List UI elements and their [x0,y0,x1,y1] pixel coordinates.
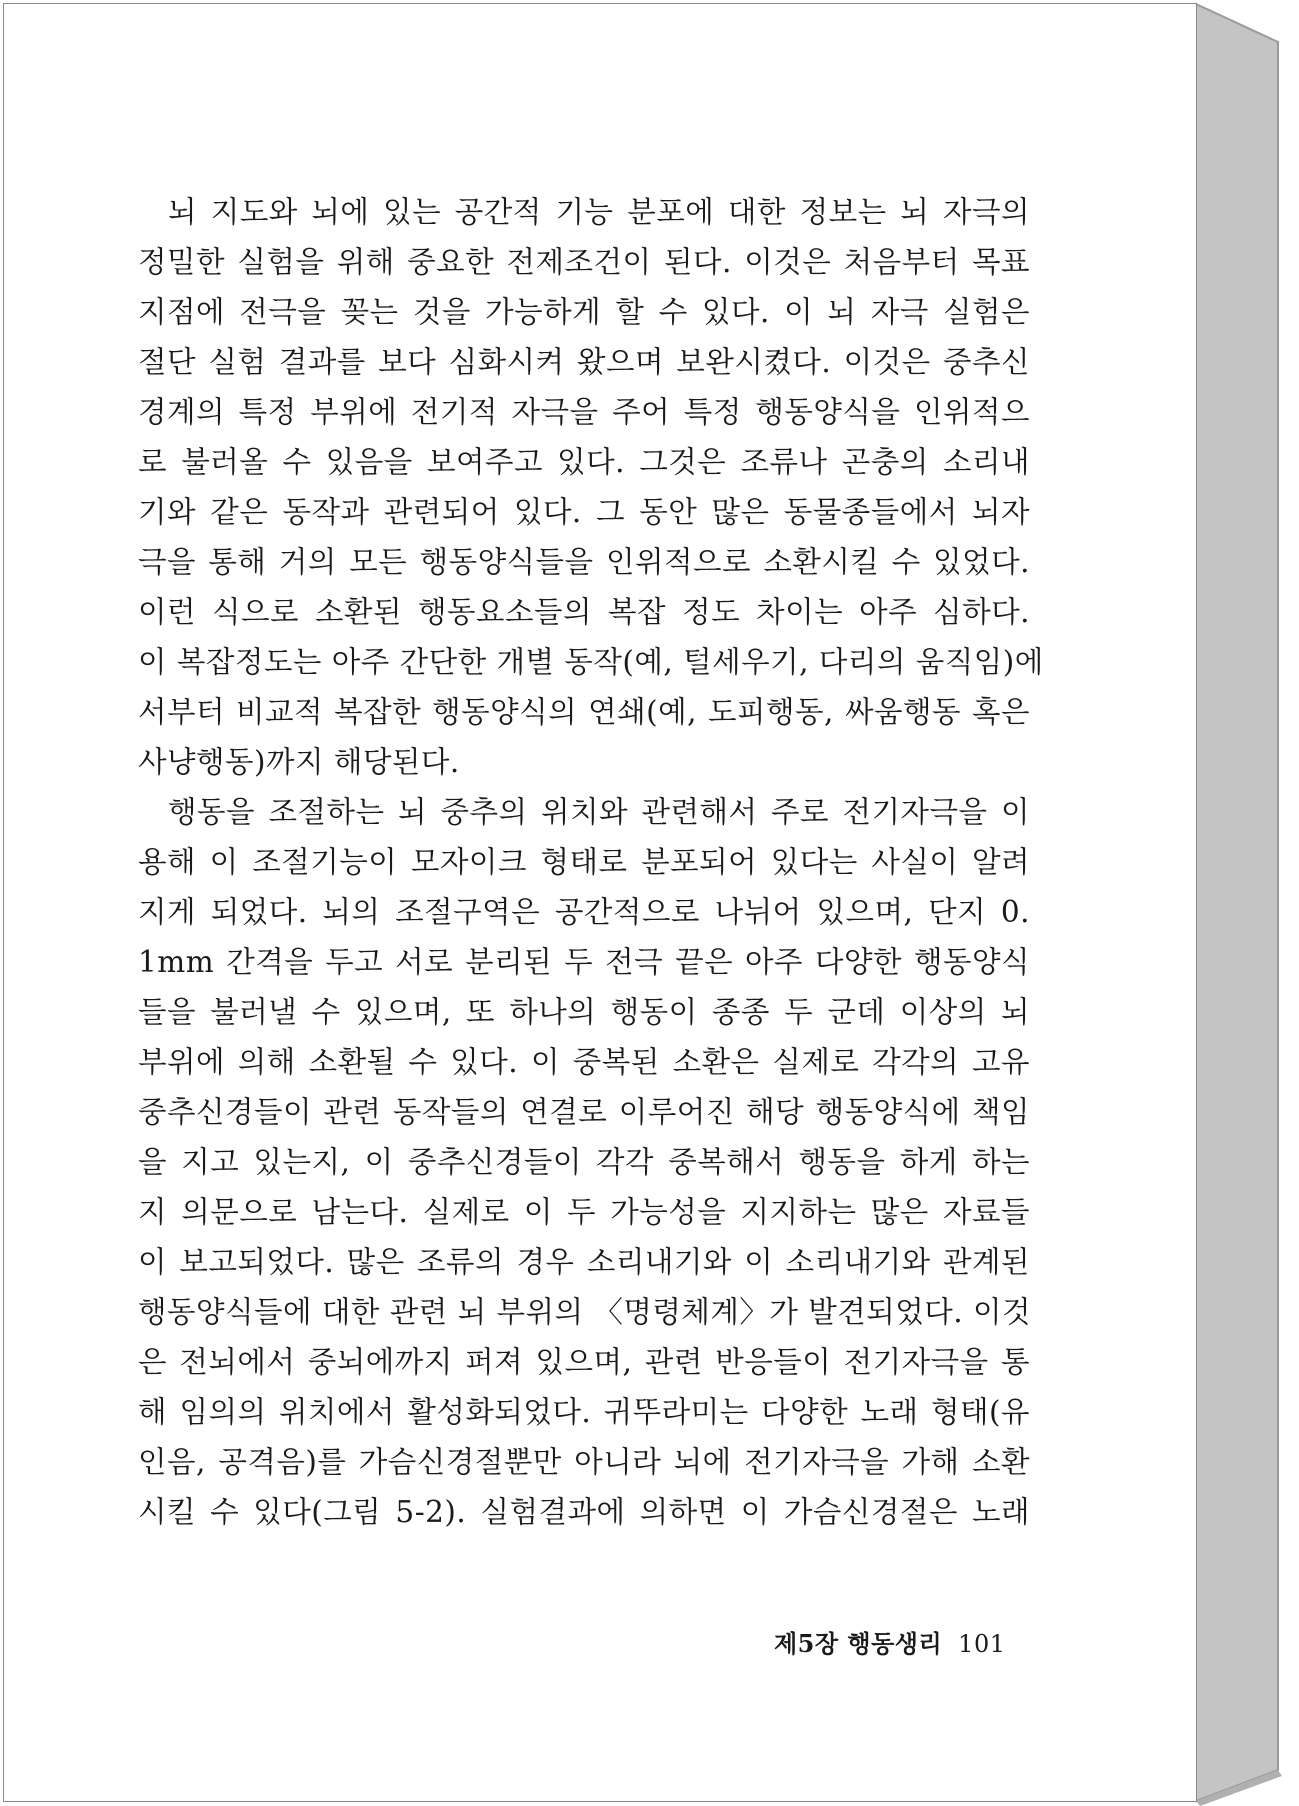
text-line: 기와 같은 동작과 관련되어 있다. 그 동안 많은 동물종들에서 뇌자 [138,495,1030,529]
text-line: 이 복잡정도는 아주 간단한 개별 동작(예, 털세우기, 다리의 움직임)에 [138,645,1044,679]
text-line: 을 지고 있는지, 이 중추신경들이 각각 중복해서 행동을 하게 하는 [138,1145,1030,1179]
page-footer [774,1624,1005,1659]
page [4,4,1196,1801]
text-line: 뇌 지도와 뇌에 있는 공간적 기능 분포에 대한 정보는 뇌 자극의 [168,195,1030,229]
text-line: 이 보고되었다. 많은 조류의 경우 소리내기와 이 소리내기와 관계된 [138,1245,1030,1279]
text-line: 정밀한 실험을 위해 중요한 전제조건이 된다. 이것은 처음부터 목표 [138,245,1030,279]
text-line: 용해 이 조절기능이 모자이크 형태로 분포되어 있다는 사실이 알려 [138,845,1030,879]
body-text [138,187,1044,1537]
text-line: 은 전뇌에서 중뇌에까지 퍼져 있으며, 관련 반응들이 전기자극을 통 [138,1345,1030,1379]
text-line: 행동양식들에 대한 관련 뇌 부위의 〈명령체계〉가 발견되었다. 이것 [138,1295,1031,1329]
text-line: 지게 되었다. 뇌의 조절구역은 공간적으로 나뉘어 있으며, 단지 0. [138,895,1030,929]
text-line: 경계의 특정 부위에 전기적 자극을 주어 특정 행동양식을 인위적으 [138,395,1030,429]
text-line: 사냥행동)까지 해당된다. [138,745,460,779]
text-line: 해 임의의 위치에서 활성화되었다. 귀뚜라미는 다양한 노래 형태(유 [138,1395,1030,1429]
text-line: 이런 식으로 소환된 행동요소들의 복잡 정도 차이는 아주 심하다. [138,595,1030,629]
text-line: 중추신경들이 관련 동작들의 연결로 이루어진 해당 행동양식에 책임 [138,1095,1030,1129]
page-number: 101 [958,1630,1006,1658]
chapter-title: 제5장 행동생리 [774,1629,943,1658]
text-line: 시킬 수 있다(그림 5-2). 실험결과에 의하면 이 가슴신경절은 노래 [138,1495,1030,1529]
text-line: 들을 불러낼 수 있으며, 또 하나의 행동이 종종 두 군데 이상의 뇌 [138,995,1030,1029]
text-line: 부위에 의해 소환될 수 있다. 이 중복된 소환은 실제로 각각의 고유 [138,1045,1030,1079]
text-line: 서부터 비교적 복잡한 행동양식의 연쇄(예, 도피행동, 싸움행동 혹은 [138,695,1030,729]
text-line: 1mm 간격을 두고 서로 분리된 두 전극 끝은 아주 다양한 행동양식 [138,945,1030,979]
text-line: 지점에 전극을 꽂는 것을 가능하게 할 수 있다. 이 뇌 자극 실험은 [138,295,1030,329]
text-line: 지 의문으로 남는다. 실제로 이 두 가능성을 지지하는 많은 자료들 [138,1195,1030,1229]
page-thickness-side [1196,4,1278,1801]
text-line: 로 불러올 수 있음을 보여주고 있다. 그것은 조류나 곤충의 소리내 [138,445,1030,479]
text-line: 절단 실험 결과를 보다 심화시켜 왔으며 보완시켰다. 이것은 중추신 [138,345,1030,379]
text-line: 극을 통해 거의 모든 행동양식들을 인위적으로 소환시킬 수 있었다. [138,545,1030,579]
text-line: 행동을 조절하는 뇌 중추의 위치와 관련해서 주로 전기자극을 이 [168,795,1030,829]
text-line: 인음, 공격음)를 가슴신경절뿐만 아니라 뇌에 전기자극을 가해 소환 [138,1445,1030,1479]
